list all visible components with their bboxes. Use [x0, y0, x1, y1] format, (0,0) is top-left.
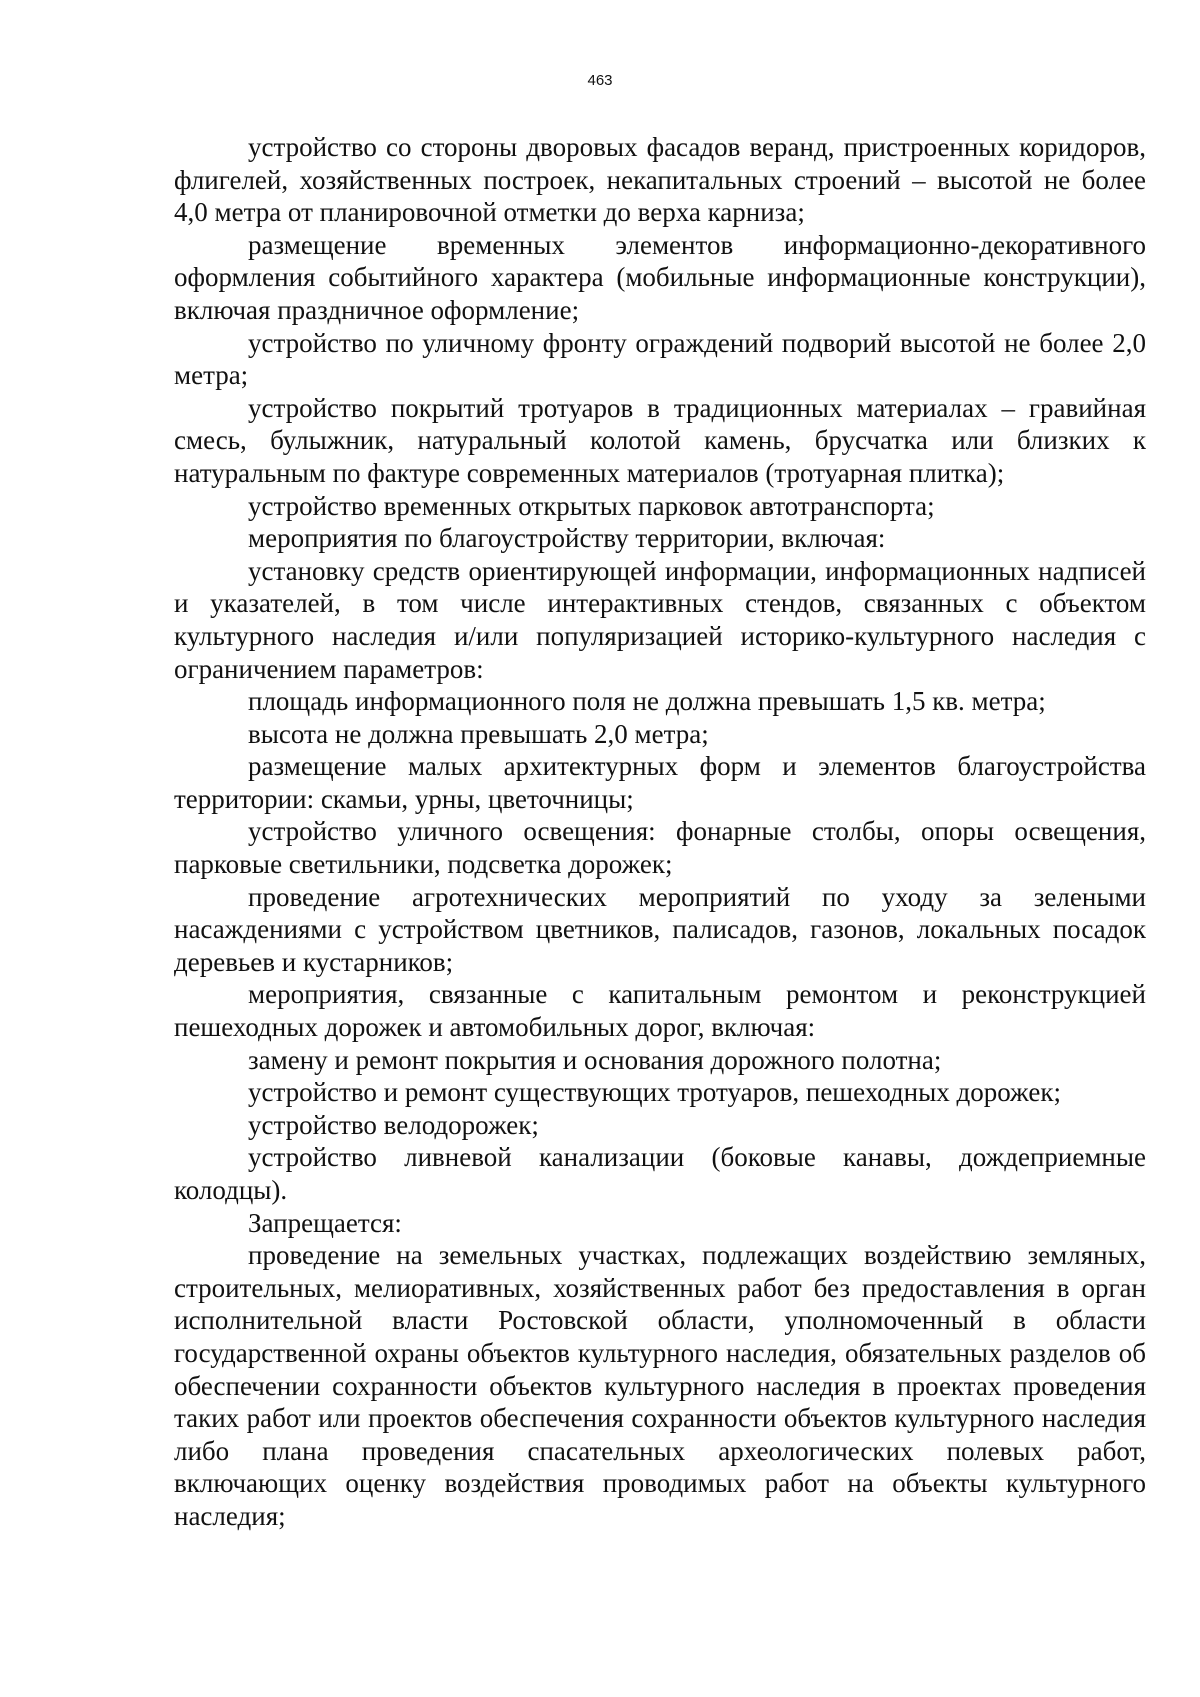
section-heading-prohibited: Запрещается: [248, 1207, 402, 1238]
paragraph: устройство со стороны дворовых фасадов веранд, пристроенных коридоров, флигелей, хозяйственных построек, некапитальных строений – высотой не более 4,0 метра от планировочной отметки до верха карниза; [174, 132, 1146, 228]
paragraph: устройство временных открытых парковок автотранспорта; [248, 490, 935, 521]
paragraph: площадь информационного поля не должна превышать 1,5 кв. метра; [248, 686, 1046, 717]
paragraph: мероприятия, связанные с капитальным ремонтом и реконструкцией пешеходных дорожек и автомобильных дорог, включая: [174, 979, 1146, 1043]
paragraph: устройство и ремонт существующих тротуаров, пешеходных дорожек; [248, 1077, 1061, 1108]
paragraph: размещение малых архитектурных форм и элементов благоустройства территории: скамьи, урны, цветочницы; [174, 751, 1146, 814]
paragraph: устройство уличного освещения: фонарные столбы, опоры освещения, парковые светильники, подсветка дорожек; [174, 816, 1146, 880]
paragraph: проведение на земельных участках, подлежащих воздействию земляных, строительных, мелиоративных, хозяйственных работ без предоставления в орган исполнительной власти Ростовской области, уполномоченный в области государственной охраны объектов культурного наследия, обязательных разделов об обеспечении сохранности объектов культурного наследия в проектах проведения таких работ или проектов обеспечения сохранности объектов культурного наследия либо плана проведения спасательных археологических полевых работ, включающих оценку воздействия проводимых работ на объекты культурного наследия; [174, 1240, 1146, 1531]
paragraph: устройство покрытий тротуаров в традиционных материалах – гравийная смесь, булыжник, натуральный колотой камень, брусчатка или близких к натуральным по фактуре современных материалов (тротуарная плитка); [174, 392, 1146, 488]
document-body [174, 131, 1146, 1533]
page-number: 463 [587, 72, 613, 89]
paragraph: проведение агротехнических мероприятий по уходу за зелеными насаждениями с устройством цветников, палисадов, газонов, локальных посадок деревьев и кустарников; [174, 881, 1146, 977]
paragraph: размещение временных элементов информационно-декоративного оформления событийного характера (мобильные информационные конструкции), включая праздничное оформление; [174, 229, 1146, 325]
paragraph: установку средств ориентирующей информации, информационных надписей и указателей, в том числе интерактивных стендов, связанных с объектом культурного наследия и/или популяризацией историко-культурного наследия с ограничением параметров: [174, 555, 1146, 684]
paragraph: устройство велодорожек; [248, 1109, 539, 1140]
paragraph: высота не должна превышать 2,0 метра; [248, 718, 709, 749]
paragraph: устройство по уличному фронту ограждений подворий высотой не более 2,0 метра; [174, 327, 1146, 391]
paragraph: замену и ремонт покрытия и основания дорожного полотна; [248, 1044, 942, 1075]
paragraph: мероприятия по благоустройству территории, включая: [248, 523, 886, 554]
paragraph: устройство ливневой канализации (боковые канавы, дождеприемные колодцы). [174, 1142, 1146, 1205]
